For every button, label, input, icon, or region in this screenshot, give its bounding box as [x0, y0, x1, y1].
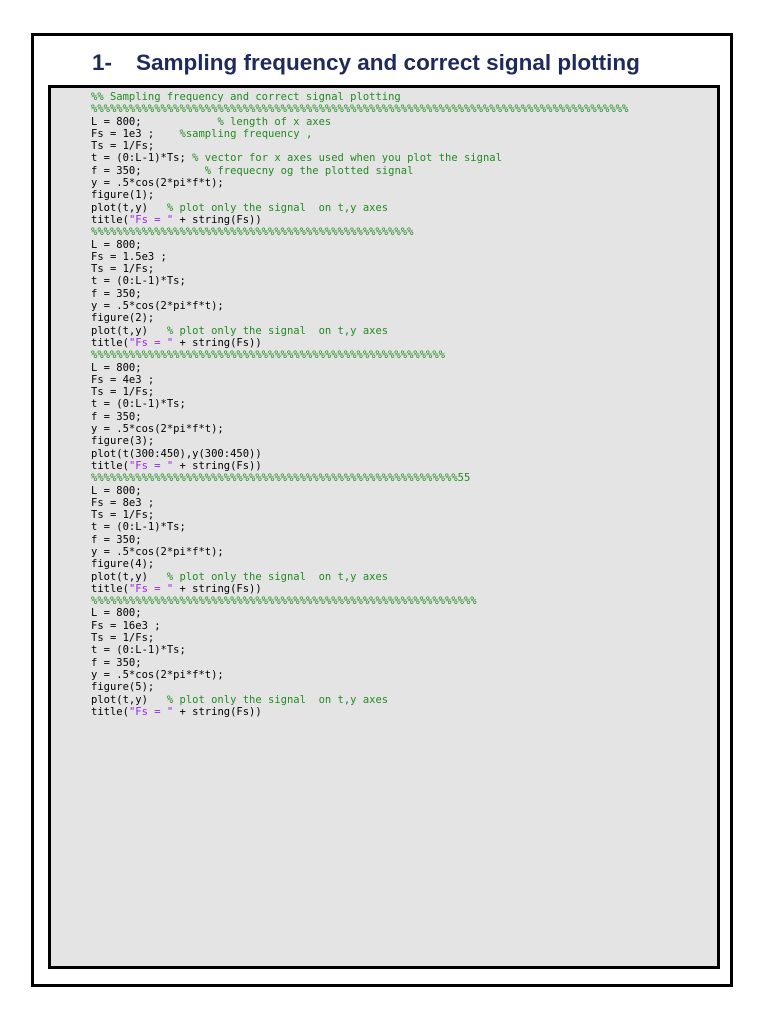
code-line [91, 226, 628, 238]
code-line [91, 140, 628, 152]
code-comment: % plot only the signal on t,y axes [166, 201, 389, 214]
page-frame [31, 33, 733, 987]
code-token: L = 800; [91, 361, 142, 374]
code-line [91, 374, 628, 386]
code-line [91, 202, 628, 214]
code-line [91, 534, 628, 546]
code-line [91, 435, 628, 447]
code-token: title( [91, 582, 129, 595]
code-comment: %% Sampling frequency and correct signal plotting [91, 91, 401, 103]
code-line [91, 607, 628, 619]
code-token: + string(Fs)) [173, 213, 262, 226]
code-token: y = .5*cos(2*pi*f*t); [91, 545, 224, 558]
code-token: title( [91, 459, 129, 472]
code-line [91, 657, 628, 669]
code-line [91, 644, 628, 656]
code-token: Ts = 1/Fs; [91, 263, 155, 276]
code-line [91, 706, 628, 718]
code-token: Fs = 1.5e3 ; [91, 250, 167, 263]
code-token: figure(5); [91, 681, 155, 694]
code-section-divider: %%%%%%%%%%%%%%%%%%%%%%%%%%%%%%%%%%%%%%%%%%%%%%%%%%%%%%%%%%%%%%%%%%%%%%%%%%%%%%%%%%%%% [91, 103, 629, 116]
code-line [91, 472, 628, 484]
code-line [91, 337, 628, 349]
code-token: t = (0:L-1)*Ts; [91, 275, 186, 288]
code-token: figure(4); [91, 558, 155, 571]
code-section-divider: %%%%%%%%%%%%%%%%%%%%%%%%%%%%%%%%%%%%%%%%%%%%%%%%%%%%%%%%%%%%% [91, 595, 477, 608]
code-token: t = (0:L-1)*Ts; [91, 152, 193, 165]
code-comment: % plot only the signal on t,y axes [166, 693, 389, 706]
code-comment: % frequecny og the plotted signal [204, 164, 414, 177]
code-line [91, 275, 628, 287]
section-heading [92, 50, 640, 76]
code-line [91, 288, 628, 300]
code-line [91, 177, 628, 189]
code-token: plot(t(300:450),y(300:450)) [91, 447, 262, 460]
code-token: y = .5*cos(2*pi*f*t); [91, 300, 224, 313]
code-line [91, 497, 628, 509]
code-line [91, 620, 628, 632]
code-line [91, 521, 628, 533]
code-line [91, 595, 628, 607]
code-comment: % plot only the signal on t,y axes [166, 570, 389, 583]
code-token: figure(1); [91, 189, 155, 202]
code-token: Ts = 1/Fs; [91, 632, 155, 645]
code-line [91, 128, 628, 140]
code-comment: %sampling frequency , [179, 127, 313, 140]
code-line [91, 91, 628, 103]
code-line [91, 571, 628, 583]
code-token: + string(Fs)) [173, 459, 262, 472]
code-token: title( [91, 705, 129, 718]
code-token: f = 350; [91, 164, 205, 177]
code-section-divider: %%%%%%%%%%%%%%%%%%%%%%%%%%%%%%%%%%%%%%%%%%%%%%%%%%%%%%%%%%55 [91, 472, 471, 485]
code-line [91, 411, 628, 423]
code-line [91, 152, 628, 164]
code-token: title( [91, 336, 129, 349]
code-token: f = 350; [91, 287, 142, 300]
code-token: Fs = 4e3 ; [91, 373, 155, 386]
section-title: Sampling frequency and correct signal plotting [136, 50, 640, 75]
code-line [91, 214, 628, 226]
code-comment: % length of x axes [217, 115, 332, 128]
code-string: "Fs = " [128, 336, 174, 349]
code-token: L = 800; [91, 115, 218, 128]
code-line [91, 349, 628, 361]
code-line [91, 251, 628, 263]
code-line [91, 398, 628, 410]
code-token: f = 350; [91, 533, 142, 546]
code-section-divider: %%%%%%%%%%%%%%%%%%%%%%%%%%%%%%%%%%%%%%%%%%%%%%%%%%% [91, 226, 414, 239]
code-token: plot(t,y) [91, 693, 167, 706]
code-line [91, 312, 628, 324]
code-line [91, 546, 628, 558]
code-token: + string(Fs)) [173, 705, 262, 718]
code-string: "Fs = " [128, 459, 174, 472]
code-token: plot(t,y) [91, 201, 167, 214]
code-comment: % plot only the signal on t,y axes [166, 324, 389, 337]
code-line [91, 165, 628, 177]
code-token: figure(2); [91, 312, 155, 325]
code-line [91, 485, 628, 497]
code-line [91, 681, 628, 693]
code-token: + string(Fs)) [173, 582, 262, 595]
code-line [91, 448, 628, 460]
code-string: "Fs = " [128, 213, 174, 226]
code-line [91, 116, 628, 128]
code-comment: % vector for x axes used when you plot the signal [192, 152, 502, 165]
code-token: Ts = 1/Fs; [91, 140, 155, 153]
code-token: t = (0:L-1)*Ts; [91, 644, 186, 657]
code-token: title( [91, 213, 129, 226]
code-token: Ts = 1/Fs; [91, 509, 155, 522]
code-line [91, 583, 628, 595]
code-token: Fs = 16e3 ; [91, 619, 161, 632]
code-token: y = .5*cos(2*pi*f*t); [91, 177, 224, 190]
code-string: "Fs = " [128, 582, 174, 595]
code-listing-box [48, 85, 720, 969]
code-token: plot(t,y) [91, 324, 167, 337]
code-line [91, 325, 628, 337]
code-line [91, 300, 628, 312]
code-line [91, 460, 628, 472]
code-token: plot(t,y) [91, 570, 167, 583]
code-token: y = .5*cos(2*pi*f*t); [91, 668, 224, 681]
code-line [91, 669, 628, 681]
code-line [91, 263, 628, 275]
code-string: "Fs = " [128, 705, 174, 718]
code-line [91, 362, 628, 374]
code-line [91, 423, 628, 435]
code-token: Ts = 1/Fs; [91, 386, 155, 399]
code-token: + string(Fs)) [173, 336, 262, 349]
code-section-divider: %%%%%%%%%%%%%%%%%%%%%%%%%%%%%%%%%%%%%%%%%%%%%%%%%%%%%%%% [91, 349, 446, 362]
section-number: 1- [92, 50, 113, 75]
code-line [91, 103, 628, 115]
code-token: L = 800; [91, 238, 142, 251]
code-token: L = 800; [91, 484, 142, 497]
code-token: figure(3); [91, 435, 155, 448]
code-token: f = 350; [91, 410, 142, 423]
code-token: Fs = 8e3 ; [91, 496, 155, 509]
code-token: y = .5*cos(2*pi*f*t); [91, 423, 224, 436]
code-line [91, 632, 628, 644]
code-line [91, 558, 628, 570]
code-line [91, 189, 628, 201]
code-token: Fs = 1e3 ; [91, 127, 180, 140]
code-token: f = 350; [91, 656, 142, 669]
code-token: t = (0:L-1)*Ts; [91, 398, 186, 411]
code-listing [91, 91, 628, 718]
code-line [91, 694, 628, 706]
code-line [91, 386, 628, 398]
code-token: t = (0:L-1)*Ts; [91, 521, 186, 534]
code-line [91, 239, 628, 251]
code-token: L = 800; [91, 607, 142, 620]
code-line [91, 509, 628, 521]
